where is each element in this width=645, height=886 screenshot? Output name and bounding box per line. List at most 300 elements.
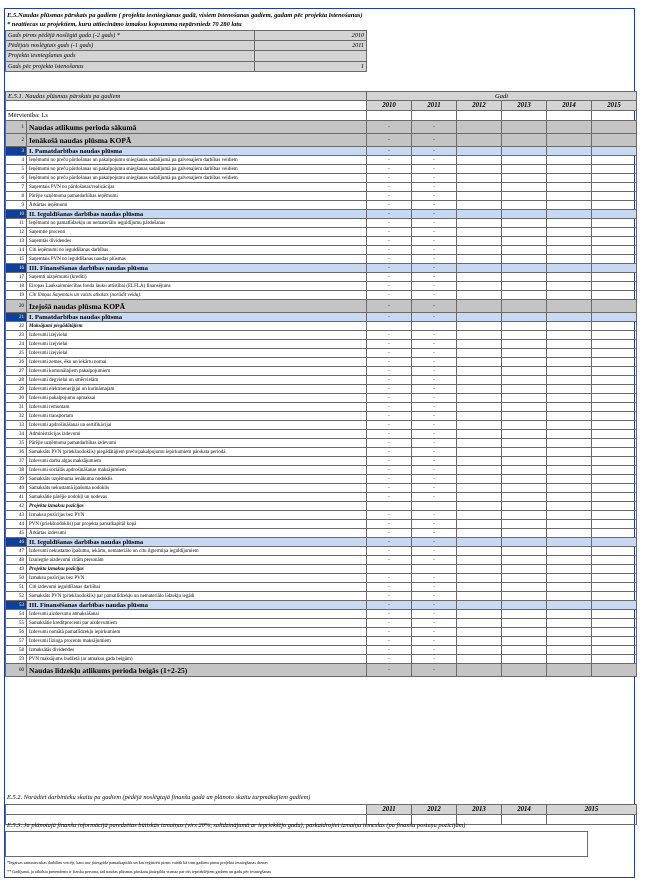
value-cell[interactable] (457, 322, 502, 331)
value-cell[interactable] (502, 121, 547, 134)
value-cell[interactable]: - (367, 421, 412, 430)
value-cell[interactable] (502, 340, 547, 349)
value-cell[interactable]: - (367, 121, 412, 134)
value-cell[interactable] (457, 502, 502, 511)
value-cell[interactable] (457, 646, 502, 655)
value-cell[interactable]: - (367, 349, 412, 358)
value-cell[interactable] (547, 219, 592, 228)
value-cell[interactable] (547, 637, 592, 646)
value-cell[interactable] (502, 134, 547, 147)
value-cell[interactable]: - (367, 174, 412, 183)
value-cell[interactable] (592, 619, 637, 628)
info-value[interactable]: 1 (255, 61, 367, 71)
value-cell[interactable] (457, 300, 502, 313)
value-cell[interactable] (547, 664, 592, 677)
value-cell[interactable] (592, 121, 637, 134)
value-cell[interactable] (367, 322, 412, 331)
value-cell[interactable] (502, 264, 547, 273)
value-cell[interactable] (547, 439, 592, 448)
value-cell[interactable] (457, 466, 502, 475)
value-cell[interactable]: - (367, 201, 412, 210)
value-cell[interactable] (502, 502, 547, 511)
value-cell[interactable] (547, 412, 592, 421)
value-cell[interactable] (547, 502, 592, 511)
value-cell[interactable]: - (412, 628, 457, 637)
value-cell[interactable]: - (367, 655, 412, 664)
value-cell[interactable] (592, 313, 637, 322)
value-cell[interactable] (592, 628, 637, 637)
value-cell[interactable] (457, 210, 502, 219)
value-cell[interactable]: - (412, 655, 457, 664)
value-cell[interactable]: - (412, 646, 457, 655)
value-cell[interactable]: - (412, 412, 457, 421)
value-cell[interactable]: - (412, 475, 457, 484)
value-cell[interactable] (457, 520, 502, 529)
value-cell[interactable] (547, 273, 592, 282)
value-cell[interactable] (502, 219, 547, 228)
value-cell[interactable] (502, 255, 547, 264)
value-cell[interactable] (547, 403, 592, 412)
value-cell[interactable]: - (367, 358, 412, 367)
value-cell[interactable] (457, 156, 502, 165)
value-cell[interactable] (592, 331, 637, 340)
value-cell[interactable] (592, 192, 637, 201)
value-cell[interactable]: - (367, 556, 412, 565)
value-cell[interactable]: - (367, 219, 412, 228)
value-cell[interactable] (547, 165, 592, 174)
value-cell[interactable] (547, 430, 592, 439)
value-cell[interactable] (502, 610, 547, 619)
value-cell[interactable] (457, 493, 502, 502)
value-cell[interactable]: - (367, 282, 412, 291)
value-cell[interactable] (502, 174, 547, 183)
value-cell[interactable] (502, 246, 547, 255)
value-cell[interactable]: - (367, 475, 412, 484)
value-cell[interactable] (547, 448, 592, 457)
value-cell[interactable]: - (412, 358, 457, 367)
value-cell[interactable] (457, 439, 502, 448)
value-cell[interactable] (457, 367, 502, 376)
value-cell[interactable]: - (367, 340, 412, 349)
value-cell[interactable]: - (367, 255, 412, 264)
value-cell[interactable] (502, 484, 547, 493)
value-cell[interactable] (502, 210, 547, 219)
value-cell[interactable] (592, 655, 637, 664)
value-cell[interactable] (547, 385, 592, 394)
value-cell[interactable] (547, 538, 592, 547)
value-cell[interactable] (592, 282, 637, 291)
value-cell[interactable]: - (367, 165, 412, 174)
value-cell[interactable] (592, 439, 637, 448)
value-cell[interactable]: - (367, 664, 412, 677)
value-cell[interactable] (592, 484, 637, 493)
value-cell[interactable] (502, 403, 547, 412)
value-cell[interactable] (457, 358, 502, 367)
value-cell[interactable] (592, 134, 637, 147)
value-cell[interactable] (502, 430, 547, 439)
info-value[interactable] (255, 51, 367, 61)
value-cell[interactable] (592, 583, 637, 592)
value-cell[interactable]: - (412, 174, 457, 183)
value-cell[interactable] (502, 183, 547, 192)
value-cell[interactable] (592, 291, 637, 300)
value-cell[interactable]: - (412, 610, 457, 619)
value-cell[interactable] (592, 664, 637, 677)
value-cell[interactable] (457, 237, 502, 246)
value-cell[interactable] (547, 237, 592, 246)
value-cell[interactable]: - (367, 134, 412, 147)
value-cell[interactable] (457, 376, 502, 385)
value-cell[interactable] (592, 349, 637, 358)
value-cell[interactable] (502, 358, 547, 367)
value-cell[interactable] (502, 448, 547, 457)
value-cell[interactable]: - (367, 412, 412, 421)
value-cell[interactable] (457, 628, 502, 637)
explanation-input[interactable] (6, 832, 588, 857)
value-cell[interactable] (592, 246, 637, 255)
value-cell[interactable] (592, 201, 637, 210)
value-cell[interactable] (457, 313, 502, 322)
value-cell[interactable] (502, 583, 547, 592)
value-cell[interactable]: - (367, 192, 412, 201)
value-cell[interactable] (592, 421, 637, 430)
value-cell[interactable] (592, 322, 637, 331)
value-cell[interactable] (502, 511, 547, 520)
value-cell[interactable] (502, 385, 547, 394)
value-cell[interactable] (502, 475, 547, 484)
value-cell[interactable]: - (412, 466, 457, 475)
info-value[interactable]: 2010 (255, 31, 367, 41)
value-cell[interactable]: - (412, 313, 457, 322)
value-cell[interactable] (592, 255, 637, 264)
value-cell[interactable] (592, 565, 637, 574)
value-cell[interactable] (502, 439, 547, 448)
value-cell[interactable]: - (412, 538, 457, 547)
value-cell[interactable] (592, 637, 637, 646)
value-cell[interactable]: - (367, 264, 412, 273)
value-cell[interactable]: - (412, 246, 457, 255)
value-cell[interactable]: - (412, 255, 457, 264)
value-cell[interactable] (592, 358, 637, 367)
value-cell[interactable]: - (367, 466, 412, 475)
value-cell[interactable] (457, 457, 502, 466)
value-cell[interactable]: - (367, 601, 412, 610)
value-cell[interactable] (547, 264, 592, 273)
value-cell[interactable]: - (412, 439, 457, 448)
value-cell[interactable]: - (412, 493, 457, 502)
value-cell[interactable] (547, 574, 592, 583)
value-cell[interactable] (592, 430, 637, 439)
value-cell[interactable] (547, 228, 592, 237)
value-cell[interactable] (547, 192, 592, 201)
value-cell[interactable] (457, 340, 502, 349)
value-cell[interactable]: - (412, 403, 457, 412)
value-cell[interactable] (547, 520, 592, 529)
value-cell[interactable]: - (412, 228, 457, 237)
value-cell[interactable] (547, 313, 592, 322)
value-cell[interactable] (502, 628, 547, 637)
value-cell[interactable] (547, 156, 592, 165)
value-cell[interactable] (502, 201, 547, 210)
value-cell[interactable]: - (367, 547, 412, 556)
value-cell[interactable]: - (367, 210, 412, 219)
value-cell[interactable] (457, 574, 502, 583)
value-cell[interactable] (547, 210, 592, 219)
value-cell[interactable]: - (367, 619, 412, 628)
value-cell[interactable] (457, 610, 502, 619)
value-cell[interactable] (547, 322, 592, 331)
value-cell[interactable]: - (367, 300, 412, 313)
value-cell[interactable]: - (412, 637, 457, 646)
value-cell[interactable]: - (412, 237, 457, 246)
value-cell[interactable] (457, 291, 502, 300)
value-cell[interactable] (547, 201, 592, 210)
value-cell[interactable] (502, 493, 547, 502)
value-cell[interactable]: - (367, 147, 412, 156)
employees-input[interactable] (502, 815, 547, 825)
value-cell[interactable]: - (367, 592, 412, 601)
value-cell[interactable]: - (367, 403, 412, 412)
value-cell[interactable] (502, 394, 547, 403)
value-cell[interactable]: - (367, 439, 412, 448)
value-cell[interactable]: - (367, 493, 412, 502)
value-cell[interactable] (592, 237, 637, 246)
value-cell[interactable] (457, 403, 502, 412)
value-cell[interactable] (547, 376, 592, 385)
value-cell[interactable] (547, 331, 592, 340)
value-cell[interactable] (502, 147, 547, 156)
value-cell[interactable]: - (412, 121, 457, 134)
value-cell[interactable] (502, 156, 547, 165)
value-cell[interactable] (502, 349, 547, 358)
value-cell[interactable]: - (367, 484, 412, 493)
value-cell[interactable] (502, 300, 547, 313)
value-cell[interactable] (592, 412, 637, 421)
value-cell[interactable] (502, 228, 547, 237)
value-cell[interactable] (592, 183, 637, 192)
value-cell[interactable]: - (367, 457, 412, 466)
value-cell[interactable]: - (367, 367, 412, 376)
value-cell[interactable]: - (367, 628, 412, 637)
value-cell[interactable] (592, 403, 637, 412)
value-cell[interactable]: - (412, 340, 457, 349)
value-cell[interactable] (592, 300, 637, 313)
value-cell[interactable]: - (412, 547, 457, 556)
value-cell[interactable]: - (412, 421, 457, 430)
value-cell[interactable] (457, 475, 502, 484)
value-cell[interactable]: - (367, 331, 412, 340)
value-cell[interactable] (547, 340, 592, 349)
value-cell[interactable] (457, 192, 502, 201)
value-cell[interactable]: - (367, 313, 412, 322)
value-cell[interactable]: - (412, 583, 457, 592)
value-cell[interactable] (457, 201, 502, 210)
value-cell[interactable] (547, 547, 592, 556)
value-cell[interactable] (457, 282, 502, 291)
value-cell[interactable] (457, 121, 502, 134)
value-cell[interactable]: - (367, 273, 412, 282)
value-cell[interactable] (592, 574, 637, 583)
value-cell[interactable] (547, 475, 592, 484)
value-cell[interactable] (592, 165, 637, 174)
value-cell[interactable]: - (367, 448, 412, 457)
value-cell[interactable]: - (367, 520, 412, 529)
value-cell[interactable] (547, 349, 592, 358)
value-cell[interactable] (457, 664, 502, 677)
value-cell[interactable]: - (412, 511, 457, 520)
value-cell[interactable] (457, 255, 502, 264)
value-cell[interactable] (547, 367, 592, 376)
value-cell[interactable]: - (412, 367, 457, 376)
employees-input[interactable] (547, 815, 637, 825)
value-cell[interactable] (457, 430, 502, 439)
value-cell[interactable] (592, 448, 637, 457)
value-cell[interactable] (547, 601, 592, 610)
value-cell[interactable]: - (367, 574, 412, 583)
value-cell[interactable] (457, 601, 502, 610)
value-cell[interactable]: - (412, 264, 457, 273)
value-cell[interactable] (502, 273, 547, 282)
value-cell[interactable] (457, 592, 502, 601)
value-cell[interactable]: - (412, 574, 457, 583)
value-cell[interactable] (592, 475, 637, 484)
value-cell[interactable]: - (412, 592, 457, 601)
value-cell[interactable] (592, 520, 637, 529)
value-cell[interactable] (457, 421, 502, 430)
value-cell[interactable] (367, 502, 412, 511)
value-cell[interactable] (367, 565, 412, 574)
value-cell[interactable] (457, 219, 502, 228)
value-cell[interactable] (592, 493, 637, 502)
value-cell[interactable] (502, 574, 547, 583)
value-cell[interactable]: - (367, 529, 412, 538)
value-cell[interactable] (502, 538, 547, 547)
value-cell[interactable]: - (412, 601, 457, 610)
value-cell[interactable] (547, 511, 592, 520)
value-cell[interactable]: - (367, 583, 412, 592)
value-cell[interactable]: - (367, 237, 412, 246)
value-cell[interactable] (547, 147, 592, 156)
value-cell[interactable] (502, 282, 547, 291)
value-cell[interactable] (502, 529, 547, 538)
value-cell[interactable] (592, 273, 637, 282)
value-cell[interactable]: - (412, 201, 457, 210)
value-cell[interactable] (592, 556, 637, 565)
value-cell[interactable] (592, 340, 637, 349)
value-cell[interactable] (502, 376, 547, 385)
value-cell[interactable]: - (412, 394, 457, 403)
value-cell[interactable] (547, 646, 592, 655)
value-cell[interactable] (457, 619, 502, 628)
value-cell[interactable]: - (412, 457, 457, 466)
value-cell[interactable] (502, 331, 547, 340)
value-cell[interactable] (547, 358, 592, 367)
value-cell[interactable] (592, 457, 637, 466)
value-cell[interactable] (457, 331, 502, 340)
value-cell[interactable]: - (412, 331, 457, 340)
value-cell[interactable] (502, 322, 547, 331)
value-cell[interactable] (457, 556, 502, 565)
value-cell[interactable]: - (412, 664, 457, 677)
value-cell[interactable]: - (367, 430, 412, 439)
value-cell[interactable] (592, 264, 637, 273)
value-cell[interactable]: - (412, 430, 457, 439)
value-cell[interactable] (547, 592, 592, 601)
value-cell[interactable] (412, 322, 457, 331)
value-cell[interactable] (547, 421, 592, 430)
value-cell[interactable]: - (412, 520, 457, 529)
value-cell[interactable]: - (412, 183, 457, 192)
value-cell[interactable] (457, 385, 502, 394)
value-cell[interactable]: - (412, 385, 457, 394)
value-cell[interactable] (592, 394, 637, 403)
value-cell[interactable] (502, 457, 547, 466)
value-cell[interactable] (502, 291, 547, 300)
value-cell[interactable]: - (367, 646, 412, 655)
value-cell[interactable] (547, 291, 592, 300)
value-cell[interactable] (592, 592, 637, 601)
value-cell[interactable] (547, 529, 592, 538)
value-cell[interactable] (592, 538, 637, 547)
value-cell[interactable] (457, 538, 502, 547)
value-cell[interactable]: - (412, 529, 457, 538)
value-cell[interactable] (592, 367, 637, 376)
value-cell[interactable]: - (412, 291, 457, 300)
value-cell[interactable]: - (412, 556, 457, 565)
value-cell[interactable]: - (367, 156, 412, 165)
value-cell[interactable]: - (367, 246, 412, 255)
value-cell[interactable] (547, 484, 592, 493)
value-cell[interactable] (457, 147, 502, 156)
value-cell[interactable]: - (412, 448, 457, 457)
value-cell[interactable] (547, 457, 592, 466)
value-cell[interactable]: - (367, 183, 412, 192)
value-cell[interactable] (502, 367, 547, 376)
value-cell[interactable] (502, 664, 547, 677)
value-cell[interactable] (457, 228, 502, 237)
value-cell[interactable]: - (412, 134, 457, 147)
value-cell[interactable] (502, 466, 547, 475)
value-cell[interactable] (592, 502, 637, 511)
value-cell[interactable] (592, 147, 637, 156)
value-cell[interactable]: - (412, 349, 457, 358)
value-cell[interactable] (457, 174, 502, 183)
value-cell[interactable] (547, 556, 592, 565)
value-cell[interactable] (502, 556, 547, 565)
value-cell[interactable] (457, 412, 502, 421)
value-cell[interactable]: - (412, 156, 457, 165)
value-cell[interactable] (547, 565, 592, 574)
value-cell[interactable] (547, 628, 592, 637)
value-cell[interactable] (592, 466, 637, 475)
value-cell[interactable] (502, 412, 547, 421)
value-cell[interactable]: - (412, 619, 457, 628)
value-cell[interactable] (457, 183, 502, 192)
value-cell[interactable] (457, 264, 502, 273)
value-cell[interactable] (457, 165, 502, 174)
value-cell[interactable]: - (367, 291, 412, 300)
value-cell[interactable]: - (367, 394, 412, 403)
value-cell[interactable] (502, 646, 547, 655)
value-cell[interactable] (547, 466, 592, 475)
value-cell[interactable] (592, 210, 637, 219)
value-cell[interactable] (502, 637, 547, 646)
value-cell[interactable]: - (412, 484, 457, 493)
value-cell[interactable] (547, 255, 592, 264)
value-cell[interactable] (457, 349, 502, 358)
value-cell[interactable] (592, 529, 637, 538)
value-cell[interactable] (457, 637, 502, 646)
